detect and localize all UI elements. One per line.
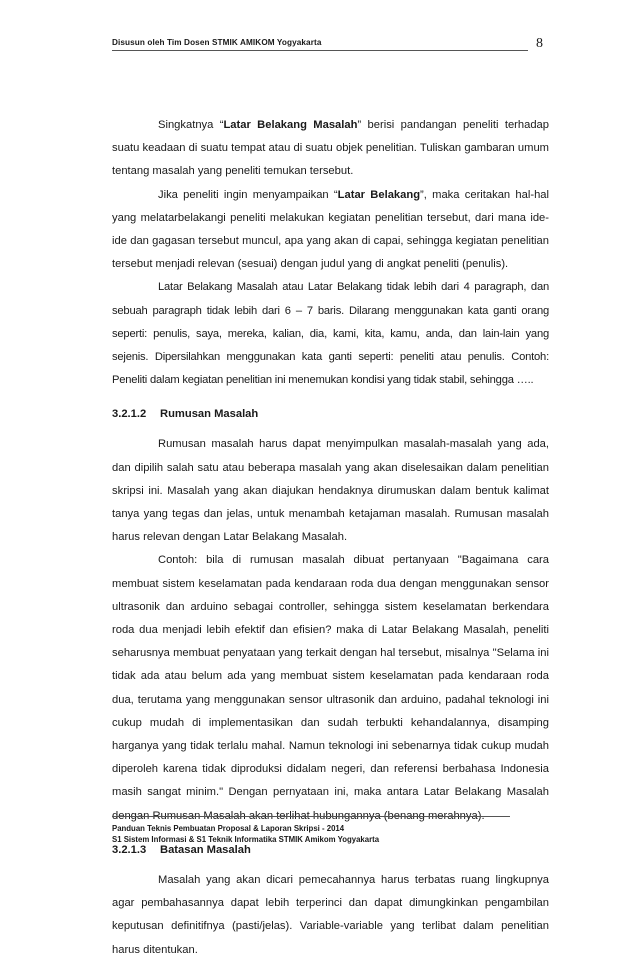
paragraph-rumusan-masalah: Rumusan masalah harus dapat menyimpulkan masalah-masalah yang ada, dan dipilih salah satu atau beberapa masalah yang akan diselesaikan dalam penelitian skripsi ini. Masalah yang akan diajukan hendaknya dirumuskan dalam bentuk kalimat tanya yang tegas dan jelas, untuk menambah ketajaman masalah. Rumusan masalah harus relevan dengan Latar Belakang Masalah. xyxy=(112,438,549,544)
section-heading-rumusan-masalah xyxy=(112,403,549,426)
p1-bold-term: Latar Belakang Masalah xyxy=(223,119,358,131)
header-divider xyxy=(112,50,528,51)
running-header: Disusun oleh Tim Dosen STMIK AMIKOM Yogyakarta xyxy=(112,38,322,47)
paragraph-batasan-masalah: Masalah yang akan dicari pemecahannya harus terbatas ruang lingkupnya agar pembahasannya dapat lebih terperinci dan dapat dimungkinkan pengambilan keputusan definitifnya (pasti/jelas). Variable-variable yang terlibat dalam penelitian harus ditentukan. xyxy=(112,873,549,956)
footer-line-1: Panduan Teknis Pembuatan Proposal & Laporan Skripsi - 2014 xyxy=(112,824,345,833)
p2-text-pre: Jika peneliti ingin menyampaikan “ xyxy=(158,188,338,201)
paragraph-contoh: Contoh: bila di rumusan masalah dibuat pertanyaan "Bagaimana cara membuat sistem keselamatan pada kendaraan roda dua dengan menggunakan sensor ultrasonik dan arduino sebagai controller, sehingga sistem keselamatan berkendara roda dua menjadi lebih efektif dan efisien? maka di Latar Belakang Masalah, peneliti seharusnya membuat penyataan yang terkait dengan hal tersebut, misalnya "Selama ini tidak ada atau belum ada yang membuat sistem keselamatan pada kendaraan roda dua, terutama yang menggunakan sensor ultrasonik dan arduino, padahal teknologi ini cukup mudah di implementasikan dan sudah terbukti kehandalannya, disamping harganya yang tidak terlalu mahal. Namun teknologi ini sebenarnya tidak cukup mudah diperoleh karena tidak diproduksi didalam negeri, dan referensi berbahasa Indonesia masih sangat minim." Dengan pernyataan ini, maka antara Latar Belakang Masalah dengan Rumusan Masalah akan terlihat hubungannya (benang merahnya). xyxy=(112,554,549,822)
section-number: 3.2.1.3 xyxy=(112,843,147,856)
section-number: 3.2.1.2 xyxy=(112,408,147,421)
running-footer xyxy=(112,824,379,845)
section-title: Rumusan Masalah xyxy=(160,408,259,421)
section-title: Batasan Masalah xyxy=(160,843,251,856)
page-number: 8 xyxy=(536,36,543,51)
p1-text-pre: Singkatnya “ xyxy=(158,119,224,131)
paragraph-latar-belakang-detail xyxy=(112,184,549,277)
p1-text-post: ” berisi pandangan peneliti terhadap suatu keadaan di suatu tempat atau di suatu objek penelitian. Tuliskan gambaran umum tentang masalah yang peneliti temukan tersebut. xyxy=(112,119,550,178)
paragraph-latar-belakang-rules: Latar Belakang Masalah atau Latar Belakang tidak lebih dari 4 paragraph, dan sebuah paragraph tidak lebih dari 6 – 7 baris. Dilarang menggunakan kata ganti orang seperti: penulis, saya, mereka, kalian, dia, kami, kita, kamu, anda, dan lain-lain yang sejenis. Dipersilahkan menggunakan kata ganti seperti: peneliti atau penulis. Contoh: Peneliti dalam kegiatan penelitian ini menemukan kondisi yang tidak stabil, sehingga ….. xyxy=(112,281,549,387)
footer-divider xyxy=(112,816,510,817)
p2-text-post: ”, maka ceritakan hal-hal yang melatarbelakangi peneliti melakukan kegiatan penelitian tersebut, dari mana ide-ide dan gagasan tersebut muncul, apa yang akan di capai, sehingga kegiatan penelitian tersebut menjadi relevan (sesuai) dengan judul yang di angkat peneliti (penulis). xyxy=(112,188,550,271)
paragraph-latar-belakang-intro xyxy=(112,114,549,184)
footer-line-2: S1 Sistem Informasi & S1 Teknik Informatika STMIK Amikom Yogyakarta xyxy=(112,834,380,844)
p2-bold-term: Latar Belakang xyxy=(337,188,421,201)
